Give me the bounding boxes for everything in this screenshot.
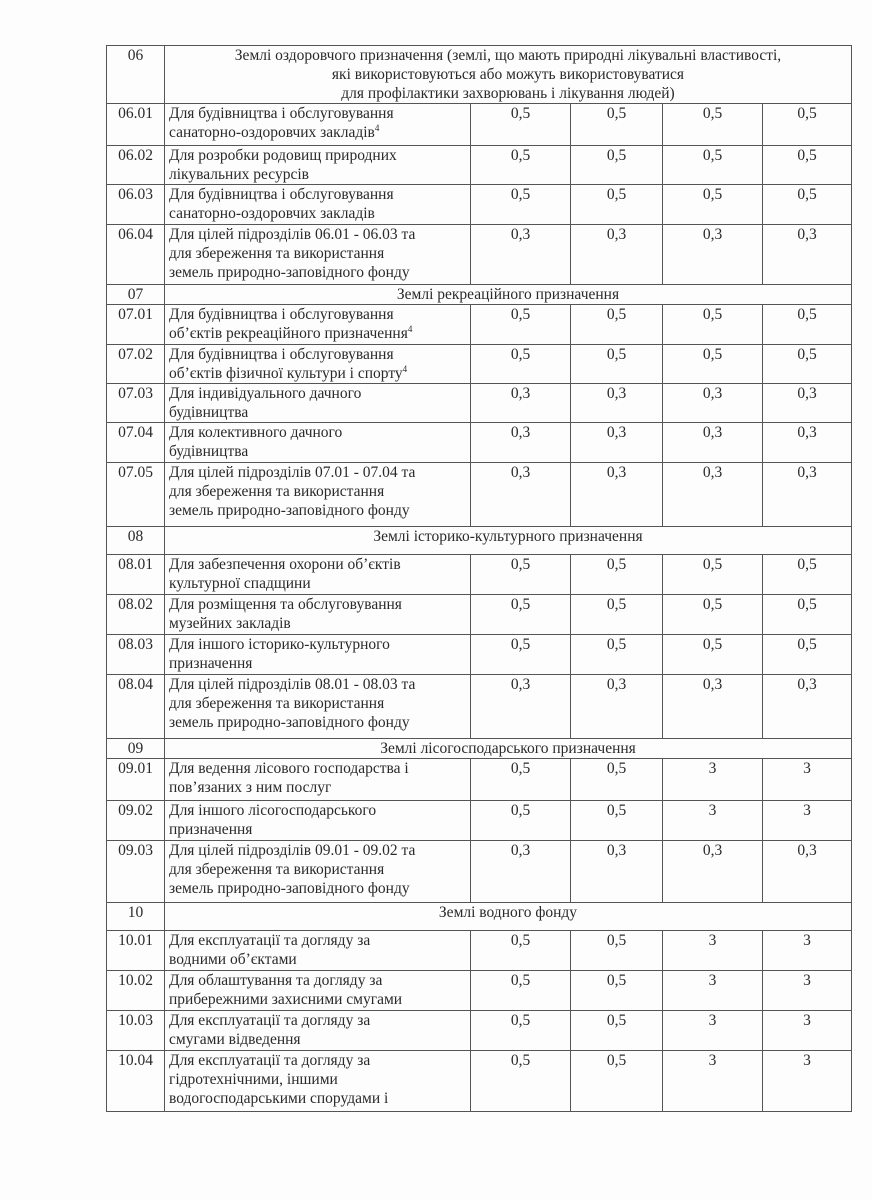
description-text: земель природно-заповідного фонду: [169, 880, 410, 897]
table-row: [107, 555, 852, 595]
description-line: [169, 675, 466, 694]
row-description: [165, 345, 471, 384]
description-line: [169, 244, 466, 263]
description-text: музейних закладів: [169, 615, 291, 632]
description-line: [169, 482, 466, 501]
description-line: [169, 1011, 466, 1030]
table-row: [107, 1051, 852, 1112]
rate-value: 0,5: [763, 305, 852, 345]
row-description: [165, 635, 471, 675]
rate-value: 0,5: [663, 185, 763, 225]
rate-value: 0,5: [471, 305, 571, 345]
table-row: [107, 185, 852, 225]
rate-value: 3: [663, 931, 763, 971]
description-text: Для облаштування та догляду за: [169, 972, 383, 989]
section-code: 10: [107, 903, 165, 931]
description-line: [169, 104, 466, 123]
description-text: Для цілей підрозділів 07.01 - 07.04 та: [169, 464, 416, 481]
description-line: [169, 442, 466, 461]
rate-value: 0,3: [663, 675, 763, 739]
description-text: прибережними захисними смугами: [169, 991, 403, 1008]
row-code: 06.04: [107, 225, 165, 285]
rate-value: 0,3: [571, 423, 663, 463]
description-line: [169, 1030, 466, 1049]
rate-value: 0,3: [571, 225, 663, 285]
rate-value: 0,3: [471, 423, 571, 463]
table-row: [107, 675, 852, 739]
description-text: Для ведення лісового господарства і: [169, 760, 409, 777]
rate-value: 0,5: [571, 595, 663, 635]
rate-value: 0,5: [763, 104, 852, 146]
rate-value: 0,5: [763, 555, 852, 595]
row-code: 10.02: [107, 971, 165, 1011]
description-text: Для колективного дачного: [169, 424, 343, 441]
description-line: [169, 778, 466, 797]
row-code: 07.04: [107, 423, 165, 463]
description-line: [169, 384, 466, 403]
row-code: 10.03: [107, 1011, 165, 1051]
description-text: санаторно-оздоровчих закладів: [169, 124, 375, 141]
section-title-line: Землі водного фонду: [438, 904, 578, 921]
rate-value: 0,5: [471, 971, 571, 1011]
description-line: [169, 1089, 466, 1108]
rate-value: 0,5: [663, 305, 763, 345]
row-description: [165, 225, 471, 285]
description-text: Для іншого історико-культурного: [169, 636, 390, 653]
section-title: [165, 285, 852, 305]
description-line: [169, 820, 466, 839]
table-row: [107, 841, 852, 903]
rate-value: 0,5: [471, 185, 571, 225]
description-text: гідротехнічними, іншими: [169, 1071, 338, 1088]
rate-value: 0,3: [471, 463, 571, 527]
description-line: [169, 501, 466, 520]
description-text: будівництва: [169, 404, 249, 421]
description-text: водними об’єктами: [169, 951, 297, 968]
row-description: [165, 675, 471, 739]
description-text: санаторно-оздоровчих закладів: [169, 205, 375, 222]
section-code: 08: [107, 527, 165, 555]
rate-value: 0,3: [571, 675, 663, 739]
description-line: [169, 1070, 466, 1089]
rate-value: 0,5: [471, 801, 571, 841]
table-row: [107, 971, 852, 1011]
row-code: 08.02: [107, 595, 165, 635]
rate-value: 0,3: [471, 225, 571, 285]
table-row: [107, 345, 852, 384]
row-description: [165, 555, 471, 595]
description-text: пов’язаних з ним послуг: [169, 779, 332, 796]
section-title: [165, 46, 852, 104]
table-row: [107, 463, 852, 527]
description-line: [169, 595, 466, 614]
section-title: [165, 527, 852, 555]
rate-value: 0,5: [571, 345, 663, 384]
description-line: [169, 305, 466, 324]
description-line: [169, 364, 466, 383]
row-code: 10.04: [107, 1051, 165, 1112]
description-line: [169, 931, 466, 950]
row-description: [165, 146, 471, 185]
rate-value: 0,5: [663, 555, 763, 595]
rate-value: 0,3: [763, 841, 852, 903]
row-code: 08.03: [107, 635, 165, 675]
row-code: 07.05: [107, 463, 165, 527]
description-line: [169, 204, 466, 223]
rate-value: 0,5: [571, 759, 663, 801]
description-line: [169, 123, 466, 142]
rate-value: 0,5: [763, 635, 852, 675]
description-text: Для будівництва і обслуговування: [169, 105, 394, 122]
description-text: лікувальних ресурсів: [169, 166, 309, 183]
table-row: [107, 384, 852, 423]
row-code: 06.03: [107, 185, 165, 225]
description-text: культурної спадщини: [169, 575, 311, 592]
rate-value: 0,3: [763, 675, 852, 739]
rate-value: 0,3: [663, 423, 763, 463]
land-rates-table: [106, 45, 852, 1112]
description-line: [169, 555, 466, 574]
rate-value: 0,3: [471, 675, 571, 739]
description-line: [169, 971, 466, 990]
section-header-row: [107, 903, 852, 931]
rate-value: 0,5: [571, 1051, 663, 1112]
table-row: [107, 1011, 852, 1051]
rate-value: 0,5: [663, 635, 763, 675]
description-text: для збереження та використання: [169, 245, 385, 262]
description-text: Для іншого лісогосподарського: [169, 802, 377, 819]
rate-value: 0,5: [471, 104, 571, 146]
row-description: [165, 305, 471, 345]
table-row: [107, 225, 852, 285]
rate-value: 0,3: [471, 384, 571, 423]
description-text: призначення: [169, 821, 253, 838]
rate-value: 0,5: [663, 595, 763, 635]
row-description: [165, 423, 471, 463]
rate-value: 0,5: [471, 595, 571, 635]
description-line: [169, 860, 466, 879]
row-description: [165, 104, 471, 146]
row-description: [165, 841, 471, 903]
description-line: [169, 879, 466, 898]
description-text: земель природно-заповідного фонду: [169, 502, 410, 519]
description-line: [169, 403, 466, 422]
rate-value: 0,3: [663, 841, 763, 903]
section-title-line: Землі рекреаційного призначення: [396, 286, 620, 303]
footnote-marker: 4: [402, 364, 408, 374]
rate-value: 0,5: [663, 104, 763, 146]
rate-value: 0,3: [763, 225, 852, 285]
section-title-line: для профілактики захворювань і лікування людей): [341, 85, 675, 102]
row-description: [165, 384, 471, 423]
description-text: водогосподарськими спорудами і: [169, 1090, 389, 1107]
rate-value: 3: [763, 1011, 852, 1051]
section-title-line: Землі історико-культурного призначення: [373, 528, 643, 545]
description-text: об’єктів фізичної культури і спорту: [169, 365, 403, 382]
rate-value: 3: [663, 759, 763, 801]
table-body: [107, 46, 852, 1112]
rate-value: 3: [763, 759, 852, 801]
rate-value: 3: [663, 1011, 763, 1051]
section-header-row: [107, 285, 852, 305]
rate-value: 0,3: [571, 841, 663, 903]
description-line: [169, 185, 466, 204]
description-line: [169, 713, 466, 732]
description-text: призначення: [169, 655, 253, 672]
rate-value: 0,5: [471, 146, 571, 185]
rate-value: 0,5: [471, 635, 571, 675]
table-row: [107, 801, 852, 841]
row-code: 09.01: [107, 759, 165, 801]
rate-value: 0,5: [571, 635, 663, 675]
rate-value: 0,5: [571, 305, 663, 345]
description-text: Для експлуатації та догляду за: [169, 932, 371, 949]
row-description: [165, 1011, 471, 1051]
rate-value: 0,3: [763, 423, 852, 463]
row-code: 06.02: [107, 146, 165, 185]
description-line: [169, 463, 466, 482]
rate-value: 0,3: [663, 463, 763, 527]
table-row: [107, 104, 852, 146]
rate-value: 0,5: [571, 555, 663, 595]
description-line: [169, 694, 466, 713]
description-line: [169, 324, 466, 343]
description-text: Для будівництва і обслуговування: [169, 186, 394, 203]
rate-value: 3: [763, 801, 852, 841]
row-code: 06.01: [107, 104, 165, 146]
rate-value: 0,3: [763, 384, 852, 423]
rate-value: 0,5: [471, 345, 571, 384]
description-text: Для будівництва і обслуговування: [169, 346, 394, 363]
rate-value: 0,5: [571, 931, 663, 971]
section-code: 09: [107, 739, 165, 759]
rate-value: 0,5: [663, 345, 763, 384]
footnote-marker: 4: [407, 324, 413, 334]
rate-value: 0,3: [571, 463, 663, 527]
rate-value: 0,3: [663, 225, 763, 285]
row-code: 09.03: [107, 841, 165, 903]
description-line: [169, 841, 466, 860]
table-row: [107, 423, 852, 463]
section-header-row: [107, 739, 852, 759]
description-line: [169, 1051, 466, 1070]
row-code: 07.03: [107, 384, 165, 423]
footnote-marker: 4: [374, 123, 380, 133]
row-description: [165, 931, 471, 971]
rate-value: 3: [763, 971, 852, 1011]
description-line: [169, 801, 466, 820]
section-header-row: [107, 527, 852, 555]
row-description: [165, 463, 471, 527]
row-description: [165, 971, 471, 1011]
rate-value: 0,5: [763, 345, 852, 384]
rate-value: 0,5: [471, 555, 571, 595]
rate-value: 0,5: [471, 1051, 571, 1112]
row-code: 10.01: [107, 931, 165, 971]
description-text: Для розробки родовищ природних: [169, 147, 397, 164]
table-row: [107, 595, 852, 635]
rate-value: 0,5: [571, 146, 663, 185]
rate-value: 3: [763, 931, 852, 971]
description-line: [169, 146, 466, 165]
section-title-line: які використовуються або можуть використовуватися: [331, 66, 685, 83]
row-description: [165, 185, 471, 225]
rate-value: 0,5: [571, 801, 663, 841]
description-line: [169, 345, 466, 364]
section-title-line: Землі оздоровчого призначення (землі, що мають природні лікувальні властивості,: [234, 47, 782, 64]
rate-value: 3: [663, 971, 763, 1011]
description-text: Для розміщення та обслуговування: [169, 596, 402, 613]
description-text: для збереження та використання: [169, 695, 385, 712]
rate-value: 0,5: [571, 971, 663, 1011]
rate-value: 0,5: [571, 104, 663, 146]
description-line: [169, 990, 466, 1009]
description-text: будівництва: [169, 443, 249, 460]
rate-value: 0,5: [763, 185, 852, 225]
description-text: для збереження та використання: [169, 483, 385, 500]
section-title-line: Землі лісогосподарського призначення: [380, 740, 636, 757]
description-line: [169, 950, 466, 969]
description-text: Для експлуатації та догляду за: [169, 1012, 371, 1029]
rate-value: 3: [663, 1051, 763, 1112]
description-text: Для цілей підрозділів 09.01 - 09.02 та: [169, 842, 416, 859]
table-row: [107, 146, 852, 185]
description-line: [169, 654, 466, 673]
description-text: Для індивідуального дачного: [169, 385, 362, 402]
table-row: [107, 759, 852, 801]
description-text: смугами відведення: [169, 1031, 301, 1048]
row-code: 09.02: [107, 801, 165, 841]
rate-value: 3: [763, 1051, 852, 1112]
description-line: [169, 759, 466, 778]
description-line: [169, 423, 466, 442]
description-text: Для забезпечення охорони об’єктів: [169, 556, 401, 573]
rate-value: 0,3: [571, 384, 663, 423]
description-text: Для цілей підрозділів 06.01 - 06.03 та: [169, 226, 416, 243]
description-text: об’єктів рекреаційного призначення: [169, 325, 408, 342]
row-description: [165, 759, 471, 801]
section-title: [165, 903, 852, 931]
rate-value: 0,3: [763, 463, 852, 527]
description-line: [169, 574, 466, 593]
rate-value: 0,5: [471, 1011, 571, 1051]
description-text: Для цілей підрозділів 08.01 - 08.03 та: [169, 676, 416, 693]
description-line: [169, 635, 466, 654]
rate-value: 0,5: [763, 595, 852, 635]
section-code: 06: [107, 46, 165, 104]
description-text: Для будівництва і обслуговування: [169, 306, 394, 323]
row-code: 07.02: [107, 345, 165, 384]
row-code: 08.04: [107, 675, 165, 739]
description-line: [169, 614, 466, 633]
description-text: земель природно-заповідного фонду: [169, 264, 410, 281]
table-row: [107, 305, 852, 345]
table-row: [107, 931, 852, 971]
row-description: [165, 595, 471, 635]
rate-value: 0,5: [571, 185, 663, 225]
rate-value: 0,5: [663, 146, 763, 185]
rate-value: 0,5: [471, 759, 571, 801]
rate-value: 0,5: [763, 146, 852, 185]
section-title: [165, 739, 852, 759]
section-header-row: [107, 46, 852, 104]
description-line: [169, 263, 466, 282]
row-description: [165, 1051, 471, 1112]
row-code: 08.01: [107, 555, 165, 595]
rate-value: 0,3: [471, 841, 571, 903]
row-description: [165, 801, 471, 841]
rate-value: 3: [663, 801, 763, 841]
table-row: [107, 635, 852, 675]
description-line: [169, 165, 466, 184]
description-text: для збереження та використання: [169, 861, 385, 878]
row-code: 07.01: [107, 305, 165, 345]
description-text: Для експлуатації та догляду за: [169, 1052, 371, 1069]
rate-value: 0,3: [663, 384, 763, 423]
rate-value: 0,5: [571, 1011, 663, 1051]
description-text: земель природно-заповідного фонду: [169, 714, 410, 731]
rate-value: 0,5: [471, 931, 571, 971]
section-code: 07: [107, 285, 165, 305]
description-line: [169, 225, 466, 244]
